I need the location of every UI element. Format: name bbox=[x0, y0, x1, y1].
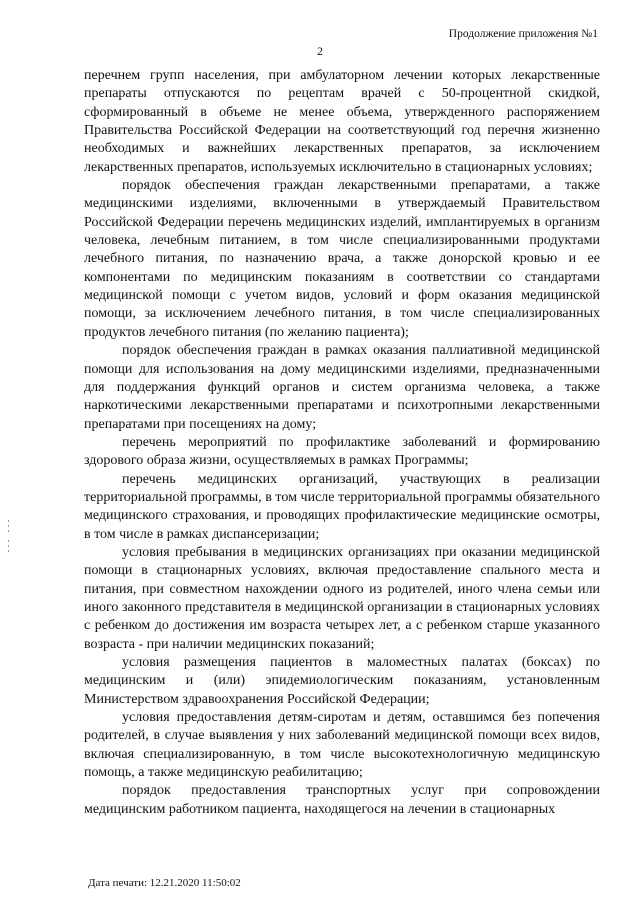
paragraph-continued: перечнем групп населения, при амбулаторном лечении которых лекарственные препараты отпускаются по рецептам врачей с 50-процентной скидкой, сформированный в объеме не менее объема, утвержденного распоряжением Правительства Российской Федерации на соответствующий год перечня жизненно необходимых и важнейших лекарственных препаратов, за исключением лекарственных препаратов, используемых исключительно в стационарных условиях; bbox=[84, 68, 600, 175]
margin-scan-mark bbox=[8, 540, 9, 552]
appendix-continuation-note: Продолжение приложения №1 bbox=[448, 28, 598, 40]
paragraph-medical-organizations-list: перечень медицинских организаций, участвующих в реализации территориальной программы, в том числе территориальной программы обязательного медицинского страхования, и проводящих профилактические медицинские осмотры, в том числе в рамках диспансеризации; bbox=[84, 471, 600, 542]
page-number: 2 bbox=[317, 44, 323, 58]
paragraph-palliative-care-order: порядок обеспечения граждан в рамках оказания паллиативной медицинской помощи для использования на дому медицинскими изделиями, предназначенными для поддержания функций органов и систем организма человека, а также наркотическими лекарственными препаратами и психотропными лекарственными препаратами при посещениях на дому; bbox=[84, 343, 600, 432]
paragraph-drug-supply-order: порядок обеспечения граждан лекарственными препаратами, а также медицинскими изделиями, включенными в утверждаемый Правительством Российской Федерации перечень медицинских изделий, имплантируемых в организм человека, лечебным питанием, в том числе специализированными продуктами лечебного питания, по назначению врача, а также донорской кровью и ее компонентами по медицинским показаниям в соответствии со стандартами медицинской помощи с учетом видов, условий и форм оказания медицинской помощи, за исключением лечебного питания, в том числе специализированных продуктов лечебного питания (по желанию пациента); bbox=[84, 178, 600, 340]
paragraph-small-ward-conditions: условия размещения пациентов в маломестных палатах (боксах) по медицинским и (или) эпидемиологическим показаниям, установленным Министерством здравоохранения Российской Федерации; bbox=[84, 655, 600, 707]
margin-scan-mark bbox=[8, 520, 9, 534]
paragraph-prevention-measures: перечень мероприятий по профилактике заболеваний и формированию здорового образа жизни, осуществляемых в рамках Программы; bbox=[84, 434, 600, 469]
paragraph-transport-services-order: порядок предоставления транспортных услуг при сопровождении медицинским работником пациента, находящегося на лечении в стационарных bbox=[84, 783, 600, 817]
print-date: Дата печати: 12.21.2020 11:50:02 bbox=[88, 877, 241, 889]
document-body bbox=[84, 67, 600, 819]
paragraph-orphan-care-conditions: условия предоставления детям-сиротам и детям, оставшимся без попечения родителей, в случае выявления у них заболеваний медицинской помощи всех видов, включая специализированную, в том числе высокотехнологичную медицинскую помощь, а также медицинскую реабилитацию; bbox=[84, 710, 600, 781]
paragraph-inpatient-stay-conditions: условия пребывания в медицинских организациях при оказании медицинской помощи в стационарных условиях, включая предоставление спального места и питания, при совместном нахождении одного из родителей, иного члена семьи или иного законного представителя в медицинской организации в стационарных условиях с ребенком до достижения им возраста четырех лет, а с ребенком старше указанного возраста - при наличии медицинских показаний; bbox=[84, 544, 600, 652]
